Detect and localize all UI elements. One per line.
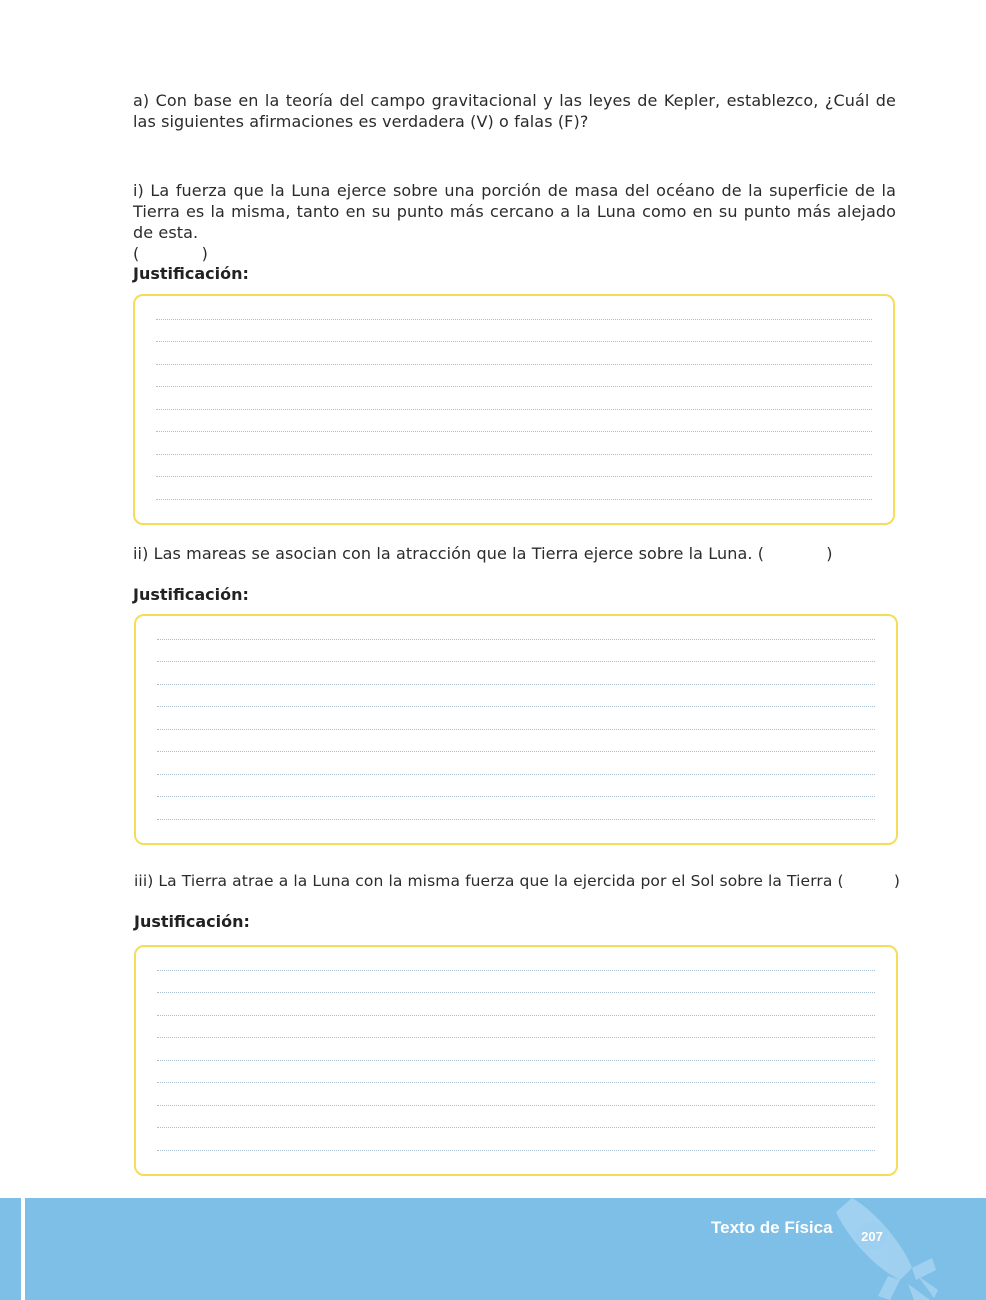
- page-footer: [0, 1198, 986, 1300]
- answer-line: [157, 661, 875, 662]
- answer-line: [157, 729, 875, 730]
- question-prompt: a) Con base en la teoría del campo gravitacional y las leyes de Kepler, establezco, ¿Cuál de las siguientes afirmaciones es verdadera (V) o falas (F)?: [133, 91, 896, 131]
- answer-line: [156, 454, 872, 455]
- justification-box-ii[interactable]: [134, 614, 898, 845]
- answer-line: [157, 1105, 875, 1106]
- book-title: Texto de Física: [711, 1218, 833, 1237]
- statement-iii-text: iii) La Tierra atrae a la Luna con la misma fuerza que la ejercida por el Sol sobre la Tierra: [134, 872, 833, 890]
- answer-line: [157, 706, 875, 707]
- statement-ii-text: ii) Las mareas se asocian con la atracción que la Tierra ejerce sobre la Luna.: [133, 544, 753, 563]
- answer-blank-iii[interactable]: ( ): [837, 872, 901, 890]
- answer-line: [156, 476, 872, 477]
- answer-blank-i[interactable]: ( ): [133, 244, 208, 263]
- answer-line: [156, 431, 872, 432]
- answer-line: [156, 409, 872, 410]
- answer-line: [157, 992, 875, 993]
- answer-line: [157, 1150, 875, 1151]
- answer-line: [157, 819, 875, 820]
- footer-stripe: [21, 1198, 25, 1300]
- answer-line: [157, 796, 875, 797]
- rocket-icon: [830, 1198, 950, 1300]
- answer-line: [157, 1082, 875, 1083]
- statement-ii: [133, 543, 896, 564]
- statement-i-text: i) La fuerza que la Luna ejerce sobre una porción de masa del océano de la superficie de la Tierra es la misma, tanto en su punto más cercano a la Luna como en su punto más alejado de esta.: [133, 181, 896, 242]
- answer-line: [156, 364, 872, 365]
- answer-line: [157, 639, 875, 640]
- justification-box-i[interactable]: [133, 294, 895, 525]
- answer-line: [156, 499, 872, 500]
- answer-line: [157, 1037, 875, 1038]
- statement-i: [133, 180, 896, 264]
- answer-line: [157, 684, 875, 685]
- justification-box-iii[interactable]: [134, 945, 898, 1176]
- answer-line: [156, 319, 872, 320]
- statement-iii: [134, 871, 901, 892]
- justification-label-i: Justificación:: [133, 264, 249, 283]
- page-number: 207: [861, 1228, 883, 1244]
- page-number-badge: [856, 1222, 888, 1250]
- justification-label-iii: Justificación:: [134, 912, 250, 931]
- answer-line: [157, 1060, 875, 1061]
- answer-line: [157, 1127, 875, 1128]
- answer-line: [156, 341, 872, 342]
- answer-line: [157, 970, 875, 971]
- answer-blank-ii[interactable]: ( ): [757, 544, 833, 563]
- answer-line: [156, 386, 872, 387]
- answer-line: [157, 751, 875, 752]
- justification-label-ii: Justificación:: [133, 585, 249, 604]
- answer-line: [157, 1015, 875, 1016]
- answer-line: [157, 774, 875, 775]
